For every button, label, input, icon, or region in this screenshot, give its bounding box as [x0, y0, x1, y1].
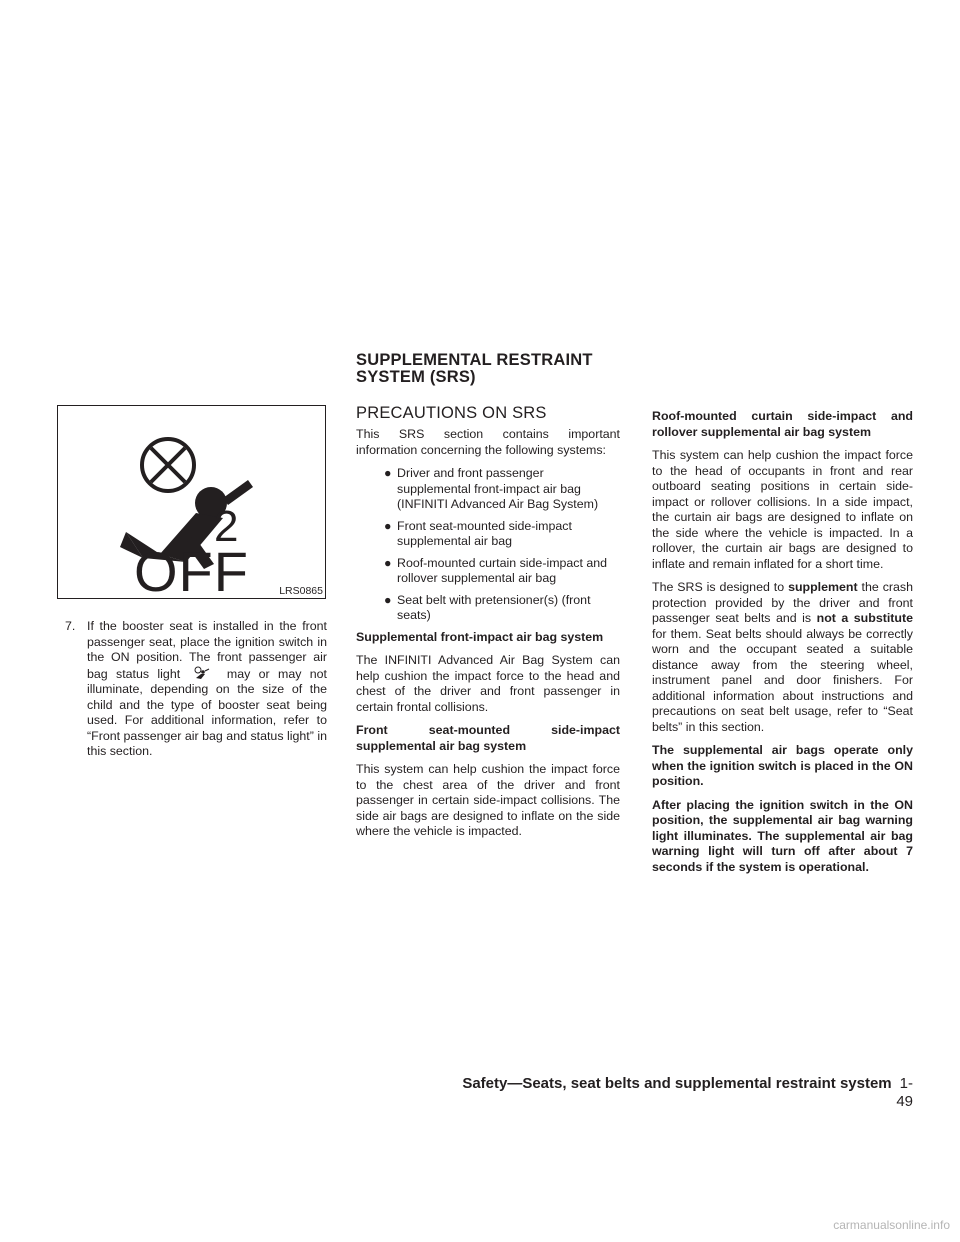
step-7 — [57, 619, 327, 760]
list-item: ● Seat belt with pretensioner(s) (front seats) — [384, 592, 591, 622]
step-7-text-end: may or may not illuminate, depending on the size of the child and the type of booster seat being used. For additional information, refer to “Front passenger air bag and status light” in this section. — [87, 666, 327, 758]
column-left — [57, 619, 327, 760]
airbag-numeral: 2 — [214, 502, 239, 551]
list-item: ● Driver and front passenger supplemental front-impact air bag (INFINITI Advanced Air Bag System) — [384, 466, 599, 511]
footer-title: Safety—Seats, seat belts and supplemental restraint system — [462, 1075, 892, 1092]
section-title — [356, 352, 656, 386]
side-impact-heading: Front seat-mounted side-impact supplemental air bag system — [356, 723, 620, 753]
passenger-airbag-off-icon — [58, 406, 324, 597]
list-item: ● Roof-mounted curtain side-impact and rollover supplemental air bag — [384, 555, 608, 585]
side-impact-text: This system can help cushion the impact force to the chest area of the driver and front passenger in certain side-impact collisions. The side air bags are designed to inflate on the side where the vehicle is impacted. — [356, 762, 620, 838]
column-right — [652, 409, 913, 883]
front-impact-text: The INFINITI Advanced Air Bag System can help cushion the impact force to the head and chest of the driver and front passenger in certain frontal collisions. — [356, 653, 620, 714]
column-middle — [356, 404, 620, 848]
airbag-status-light-icon — [189, 666, 219, 680]
emphasis-not-substitute: not a substitute — [816, 611, 913, 625]
airbag-off-text: OFF — [134, 540, 249, 597]
section-title-line1: SUPPLEMENTAL RESTRAINT — [356, 351, 593, 369]
front-impact-heading: Supplemental front-impact air bag system — [356, 629, 604, 644]
watermark: carmanualsonline.info — [833, 1218, 950, 1232]
srs-design-text: The SRS is designed to supplement the crash protection provided by the driver and front passenger seat belts and is not a substitute for them. Seat belts should always be correctly worn and the occupant seated a suitable distance away from the steering wheel, instrument panel and door finishers. For additional information about instructions and precautions on seat belt usage, refer to “Seat belts” in this section. — [652, 580, 913, 734]
bullet-icon: ● — [384, 555, 392, 570]
systems-list — [356, 466, 620, 624]
figure-code: LRS0865 — [279, 585, 323, 597]
warning-light: After placing the ignition switch in the ON position, the supplemental air bag warning light illuminates. The supplemental air bag warning light will turn off after about 7 seconds if the system is operational. — [652, 797, 913, 874]
airbag-off-figure — [57, 405, 326, 599]
curtain-text: This system can help cushion the impact force to the head of occupants in front and rear outboard seating positions in certain side-impact or rollover collisions. In a side impact, the curtain air bags are designed to inflate on the side where the vehicle is impacted. In a rollover, the curtain air bags are designed to inflate and remain inflated for a short time. — [652, 448, 913, 571]
page-footer — [453, 1075, 913, 1111]
precautions-heading: PRECAUTIONS ON SRS — [356, 404, 547, 422]
bullet-icon: ● — [384, 466, 392, 480]
step-7-text-start: If the booster seat is installed in the front passenger seat, place the ignition switch in the ON position. The front passenger air bag status light — [87, 619, 327, 681]
bullet-icon: ● — [384, 592, 392, 607]
step-number: 7. — [65, 619, 76, 633]
warning-ignition: The supplemental air bags operate only when the ignition switch is placed in the ON position. — [652, 743, 913, 788]
section-title-line2: SYSTEM (SRS) — [356, 368, 476, 386]
page-number: 1-49 — [896, 1075, 913, 1110]
list-item: ● Front seat-mounted side-impact supplemental air bag — [384, 518, 572, 548]
precautions-intro: This SRS section contains important information concerning the following systems: — [356, 427, 620, 457]
emphasis-supplement: supplement — [788, 580, 858, 594]
curtain-heading: Roof-mounted curtain side-impact and rollover supplemental air bag system — [652, 409, 913, 439]
bullet-icon: ● — [384, 518, 392, 533]
